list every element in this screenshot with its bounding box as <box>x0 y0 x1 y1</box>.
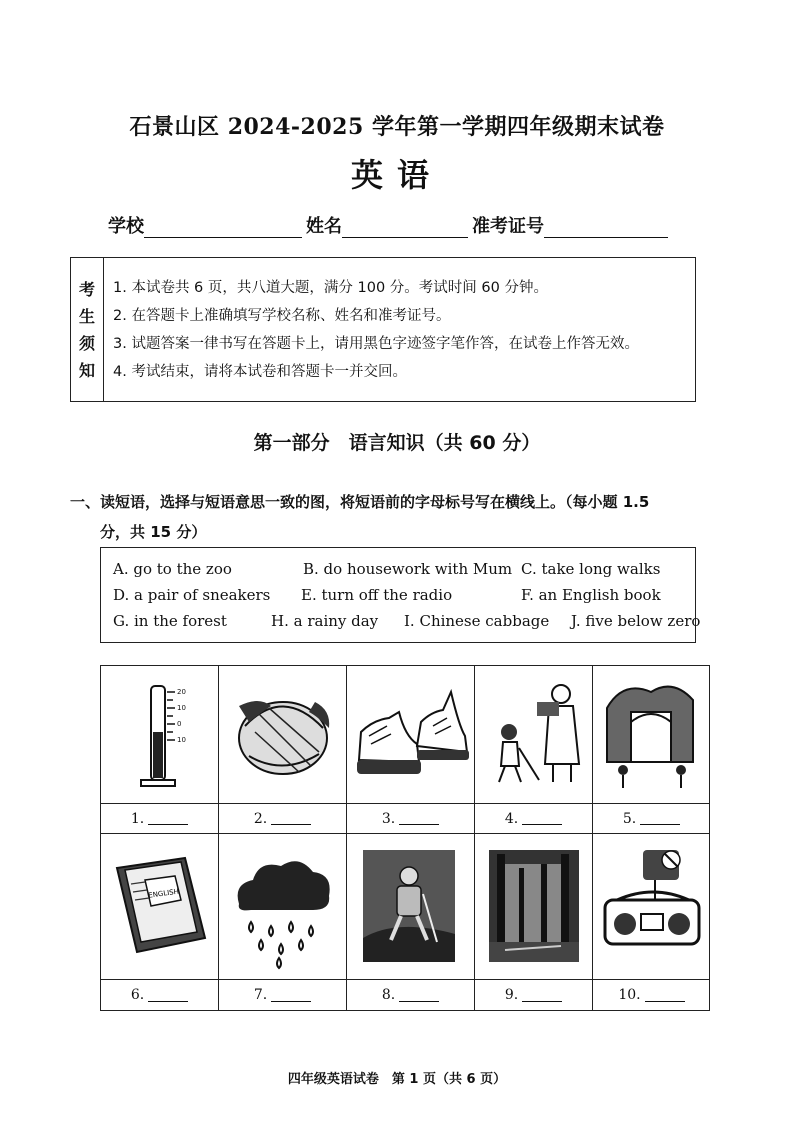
picture-number: 5. <box>622 810 637 827</box>
book-cover-text: ENGLISH <box>147 887 180 900</box>
svg-text:20: 20 <box>177 688 186 696</box>
svg-text:0: 0 <box>177 720 182 728</box>
option-h: H. a rainy day <box>271 612 379 630</box>
answer-cell[interactable] <box>347 804 475 834</box>
options-box <box>100 547 701 643</box>
answer-cell[interactable] <box>347 980 475 1010</box>
english-book-icon <box>101 834 219 980</box>
hiker-icon <box>347 834 475 980</box>
forest-icon <box>475 834 593 980</box>
answer-cell[interactable] <box>475 804 593 834</box>
option-d: D. a pair of sneakers <box>113 586 271 604</box>
picture-cell <box>219 834 347 980</box>
answer-blank[interactable] <box>148 812 188 825</box>
answer-cell[interactable] <box>101 804 219 834</box>
thermometer-icon <box>101 666 219 804</box>
exam-id-blank[interactable] <box>544 219 668 238</box>
answer-cell[interactable] <box>219 980 347 1010</box>
exam-notice-box <box>70 257 696 402</box>
picture-number: 10. <box>618 987 641 1003</box>
picture-number: 8. <box>381 987 396 1003</box>
subject-title: 英语 <box>350 156 443 194</box>
name-label: 姓名 <box>306 216 342 237</box>
notice-list <box>113 274 639 386</box>
svg-text:10: 10 <box>177 704 186 712</box>
option-e: E. turn off the radio <box>301 586 453 604</box>
answer-blank[interactable] <box>640 812 680 825</box>
answer-blank[interactable] <box>399 812 439 825</box>
answer-blank[interactable] <box>148 989 188 1002</box>
question-1-line-2: 分，共 15 分） <box>100 523 207 541</box>
notice-item: 2. 在答题卡上准确填写学校名称、姓名和准考证号。 <box>113 308 451 324</box>
answer-blank[interactable] <box>399 989 439 1002</box>
picture-cell <box>101 834 219 980</box>
option-c: C. take long walks <box>521 560 661 578</box>
notice-label-char: 须 <box>78 333 95 353</box>
picture-number: 1. <box>130 810 145 827</box>
zoo-icon <box>593 666 710 804</box>
answer-blank[interactable] <box>522 989 562 1002</box>
notice-item: 4. 考试结束，请将本试卷和答题卡一并交回。 <box>113 364 407 380</box>
picture-cell <box>593 834 710 980</box>
picture-cell <box>347 666 475 804</box>
picture-cell <box>219 666 347 804</box>
answer-blank[interactable] <box>271 989 311 1002</box>
answer-blank[interactable] <box>271 812 311 825</box>
question-1-instructions <box>70 487 710 547</box>
answer-cell[interactable] <box>593 804 710 834</box>
radio-icon <box>593 834 710 980</box>
sneakers-icon <box>347 666 475 804</box>
answer-cell[interactable] <box>101 980 219 1010</box>
page-footer: 四年级英语试卷 第 1 页（共 6 页） <box>287 1072 507 1087</box>
rain-cloud-icon <box>219 834 347 980</box>
notice-label-char: 知 <box>78 360 95 380</box>
picture-number: 7. <box>253 987 268 1003</box>
picture-cell <box>475 834 593 980</box>
svg-text:10: 10 <box>177 736 186 744</box>
answer-cell[interactable] <box>475 980 593 1010</box>
option-g: G. in the forest <box>113 612 227 630</box>
picture-grid <box>100 665 710 1011</box>
option-j: J. five below zero <box>571 612 701 630</box>
cabbage-icon <box>219 666 347 804</box>
option-f: F. an English book <box>521 586 661 604</box>
picture-number: 9. <box>504 987 519 1003</box>
school-label: 学校 <box>108 216 144 237</box>
picture-cell <box>593 666 710 804</box>
exam-title: 石景山区 2024-2025 学年第一学期四年级期末试卷 <box>129 114 665 140</box>
notice-label-char: 生 <box>78 306 95 326</box>
question-1-line-1: 一、读短语，选择与短语意思一致的图，将短语前的字母标号写在横线上。（每小题 1.5 <box>70 493 650 511</box>
picture-number: 3. <box>381 810 396 827</box>
answer-blank[interactable] <box>522 812 562 825</box>
notice-item: 3. 试题答案一律书写在答题卡上，请用黑色字迹签字笔作答，在试卷上作答无效。 <box>113 336 639 352</box>
picture-number: 6. <box>130 987 145 1003</box>
answer-cell[interactable] <box>219 804 347 834</box>
exam-id-label: 准考证号 <box>472 216 544 237</box>
part-title: 第一部分 语言知识（共 60 分） <box>253 432 541 454</box>
picture-cell <box>347 834 475 980</box>
notice-label <box>71 258 104 401</box>
student-info-row <box>108 212 672 238</box>
option-i: I. Chinese cabbage <box>404 612 550 630</box>
picture-number: 2. <box>253 810 268 827</box>
picture-cell <box>475 666 593 804</box>
name-blank[interactable] <box>342 219 468 238</box>
option-b: B. do housework with Mum <box>303 560 513 578</box>
notice-label-char: 考 <box>78 279 95 299</box>
picture-number: 4. <box>504 810 519 827</box>
notice-item: 1. 本试卷共 6 页，共八道大题，满分 100 分。考试时间 60 分钟。 <box>113 280 548 296</box>
answer-cell[interactable] <box>593 980 710 1010</box>
picture-cell <box>101 666 219 804</box>
housework-icon <box>475 666 593 804</box>
answer-blank[interactable] <box>645 989 685 1002</box>
option-a: A. go to the zoo <box>113 560 232 578</box>
school-blank[interactable] <box>144 219 302 238</box>
